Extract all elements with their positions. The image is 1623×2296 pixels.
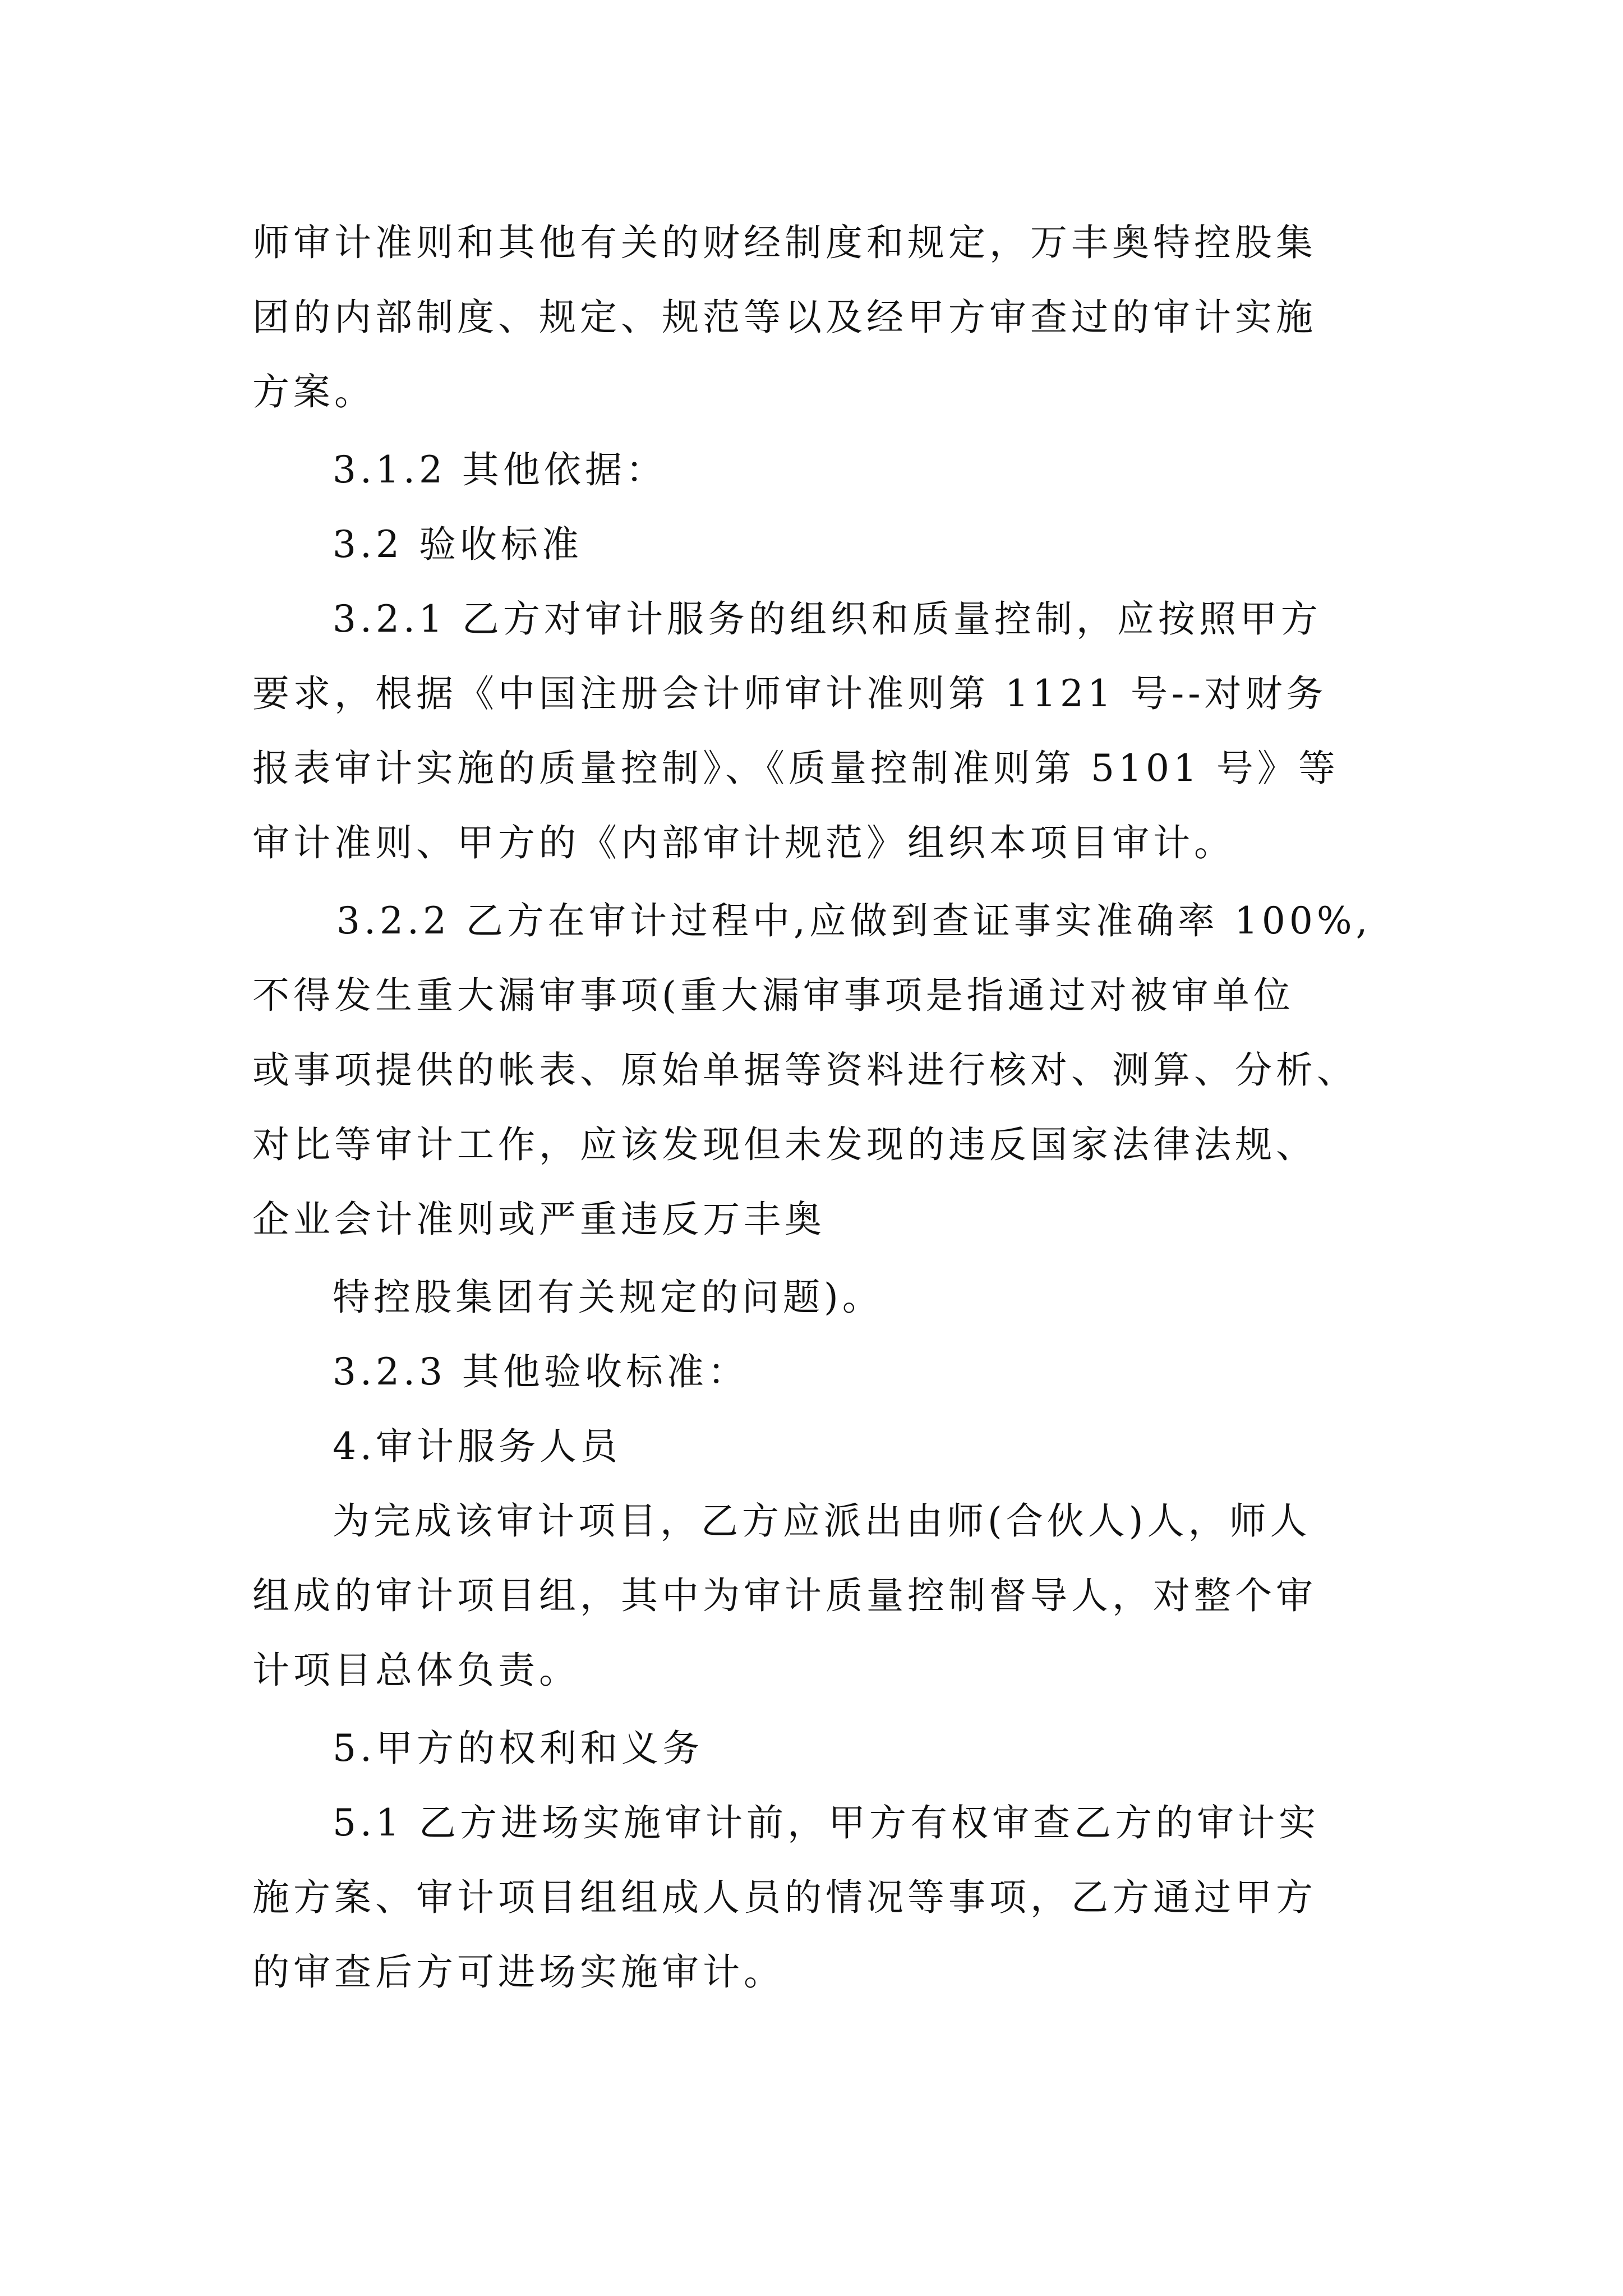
text-line: 报表审计实施的质量控制》、《质量控制准则第 5101 号》等: [252, 747, 1339, 790]
text-line: 5.1 乙方进场实施审计前，甲方有权审查乙方的审计实: [333, 1801, 1320, 1844]
text-line: 为完成该审计项目，乙方应派出由师(合伙人)人，师人: [333, 1499, 1311, 1543]
text-line: 施方案、审计项目组组成人员的情况等事项，乙方通过甲方: [252, 1876, 1317, 1919]
text-line: 要求，根据《中国注册会计师审计准则第 1121 号--对财务: [252, 672, 1327, 715]
text-line: 的审查后方可进场实施审计。: [252, 1950, 785, 1994]
text-line: 方案。: [252, 370, 375, 413]
text-line: 审计准则、甲方的《内部审计规范》组织本项目审计。: [252, 821, 1235, 864]
text-line: 或事项提供的帐表、原始单据等资料进行核对、测算、分析、: [252, 1048, 1358, 1092]
text-line: 不得发生重大漏审事项(重大漏审事项是指通过对被审单位: [252, 974, 1294, 1017]
text-line: 对比等审计工作，应该发现但未发现的违反国家法律法规、: [252, 1123, 1317, 1166]
section-heading: 3.2 验收标准: [333, 523, 583, 566]
text-line: 计项目总体负责。: [252, 1649, 580, 1692]
section-heading: 3.2.3 其他验收标准：: [333, 1350, 749, 1393]
section-heading: 3.1.2 其他依据：: [333, 448, 667, 491]
text-line: 特控股集团有关规定的问题)。: [333, 1276, 883, 1319]
text-line: 3.2.1 乙方对审计服务的组织和质量控制，应按照甲方: [333, 597, 1322, 641]
text-line: 团的内部制度、规定、规范等以及经甲方审查过的审计实施: [252, 296, 1317, 339]
text-line: 企业会计准则或严重违反万丰奥: [252, 1198, 826, 1241]
section-heading: 5.甲方的权利和义务: [333, 1727, 703, 1770]
text-line: 师审计准则和其他有关的财经制度和规定，万丰奥特控股集: [252, 221, 1317, 264]
text-line: 组成的审计项目组，其中为审计质量控制督导人，对整个审: [252, 1574, 1317, 1617]
text-line: 3.2.2 乙方在审计过程中,应做到查证事实准确率 100%,: [336, 899, 1372, 942]
section-heading: 4.审计服务人员: [333, 1425, 621, 1468]
